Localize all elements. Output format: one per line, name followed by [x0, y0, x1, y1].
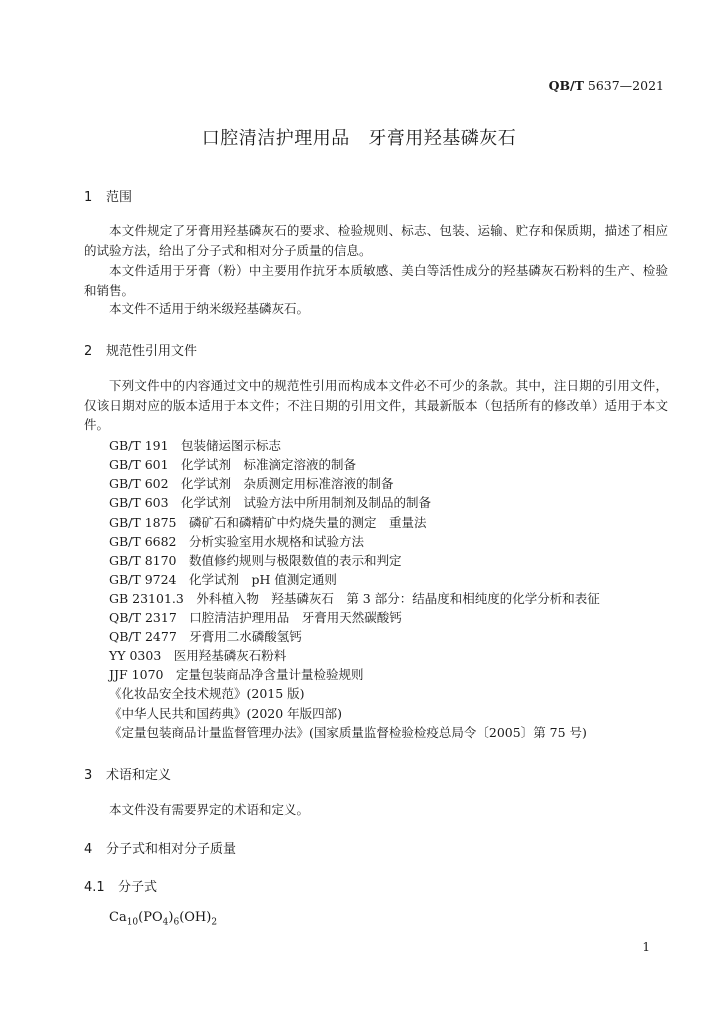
section-title: 范围	[106, 190, 133, 205]
reference-item: GB/T 601 化学试剂 标准滴定溶液的制备	[109, 457, 357, 472]
document-title: 口腔清洁护理用品 牙膏用羟基磷灰石	[201, 128, 517, 149]
reference-item: 《中华人民共和国药典》(2020 年版四部)	[109, 706, 343, 721]
subsection-number: 4.1	[84, 880, 105, 895]
section-2-heading	[84, 340, 197, 359]
paragraph: 下列文件中的内容通过文中的规范性引用而构成本文件必不可少的条款。其中，注日期的引用文件，仅该日期对应的版本适用于本文件；不注日期的引用文件，其最新版本（包括所有的修改单）适用于本文件。	[84, 378, 668, 432]
reference-item: 《定量包装商品计量监督管理办法》(国家质量监督检验检疫总局令〔2005〕第 75 号)	[109, 725, 587, 740]
section-title: 分子式和相对分子质量	[106, 842, 237, 857]
section-number: 1	[84, 190, 93, 205]
reference-item: YY 0303 医用羟基磷灰石粉料	[109, 648, 287, 663]
reference-item: GB 23101.3 外科植入物 羟基磷灰石 第 3 部分：结晶度和相纯度的化学分析和表征	[109, 591, 600, 606]
reference-item: 《化妆品安全技术规范》(2015 版)	[109, 686, 305, 701]
reference-item: GB/T 1875 磷矿石和磷精矿中灼烧失量的测定 重量法	[109, 515, 427, 530]
standard-code	[549, 78, 664, 93]
standard-code-prefix: QB/T	[548, 78, 584, 93]
reference-item: GB/T 191 包装储运图示标志	[109, 438, 282, 453]
reference-item: GB/T 602 化学试剂 杂质测定用标准溶液的制备	[109, 476, 394, 491]
reference-item: QB/T 2477 牙膏用二水磷酸氢钙	[109, 629, 302, 644]
section-number: 4	[84, 842, 93, 857]
section-number: 2	[84, 344, 93, 359]
paragraph: 本文件不适用于纳米级羟基磷灰石。	[109, 301, 310, 316]
section-title: 术语和定义	[106, 768, 172, 783]
paragraph: 本文件适用于牙膏（粉）中主要用作抗牙本质敏感、美白等活性成分的羟基磷灰石粉料的生产、检验和销售。	[84, 263, 668, 298]
paragraph: 本文件没有需要界定的术语和定义。	[109, 802, 310, 817]
subsection-title: 分子式	[118, 880, 158, 895]
subsection-4-1-heading	[84, 876, 157, 895]
reference-item: GB/T 603 化学试剂 试验方法中所用制剂及制品的制备	[109, 495, 432, 510]
section-title: 规范性引用文件	[106, 344, 198, 359]
page-number: 1	[642, 940, 650, 954]
reference-item: JJF 1070 定量包装商品净含量计量检验规则	[109, 667, 364, 682]
section-4-heading	[84, 838, 236, 857]
standard-code-number: 5637—2021	[587, 78, 664, 93]
section-number: 3	[84, 768, 93, 783]
reference-item: GB/T 9724 化学试剂 pH 值测定通则	[109, 572, 337, 587]
reference-item: QB/T 2317 口腔清洁护理用品 牙膏用天然碳酸钙	[109, 610, 402, 625]
paragraph: 本文件规定了牙膏用羟基磷灰石的要求、检验规则、标志、包装、运输、贮存和保质期，描述了相应的试验方法，给出了分子式和相对分子质量的信息。	[84, 223, 668, 258]
molecular-formula: $Ca_{10}(PO_4)_6(OH)_2$	[109, 910, 218, 928]
section-1-heading	[84, 186, 132, 205]
reference-item: GB/T 8170 数值修约规则与极限数值的表示和判定	[109, 553, 402, 568]
reference-item: GB/T 6682 分析实验室用水规格和试验方法	[109, 534, 365, 549]
section-3-heading	[84, 764, 171, 783]
